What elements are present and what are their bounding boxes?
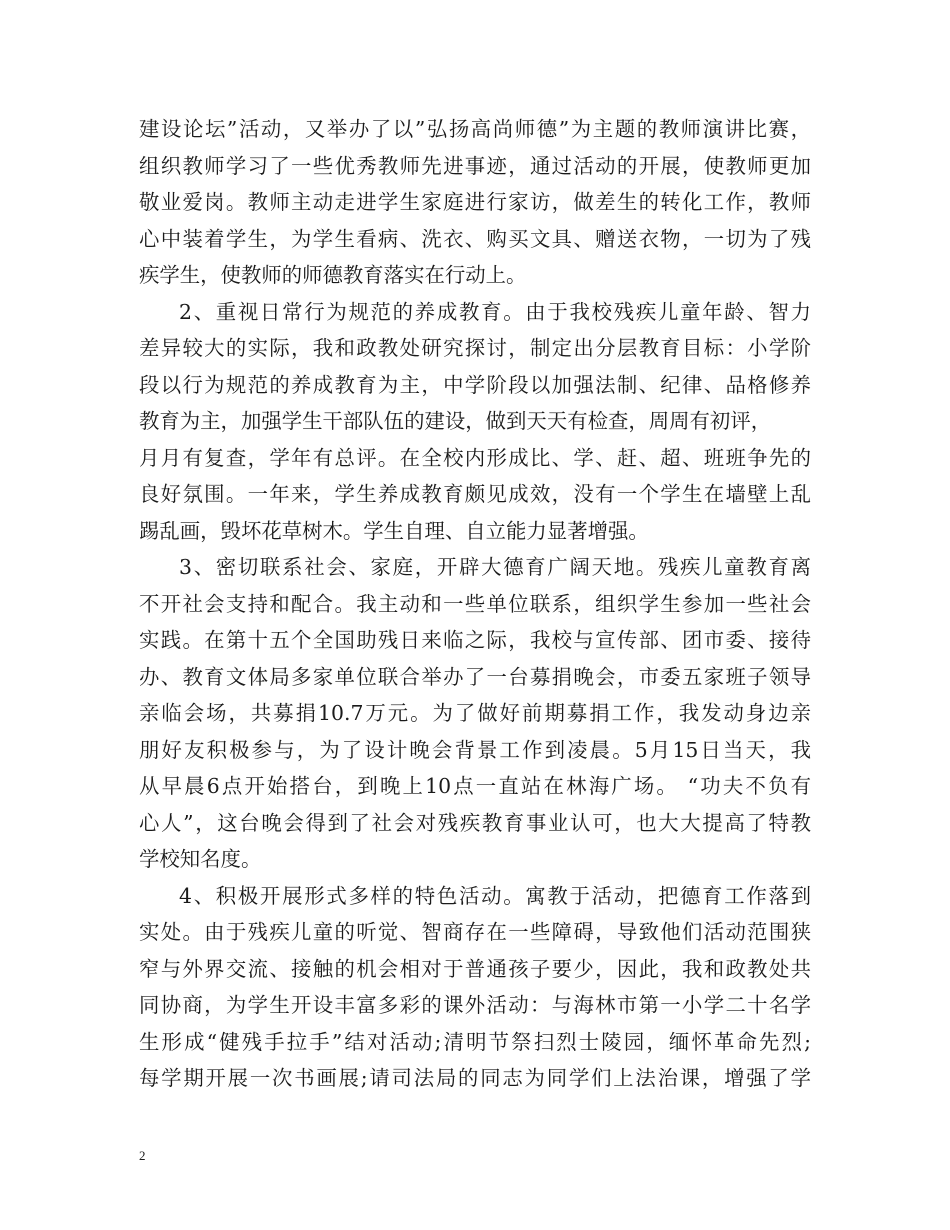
text-line: 生形成“健残手拉手”结对活动;清明节祭扫烈士陵园，缅怀革命先烈; [139,1029,811,1054]
page-number: 2 [139,1148,146,1163]
paragraph-3 [139,549,811,878]
paragraph-2 [139,294,811,550]
text-line: 建设论坛”活动，又举办了以”弘扬高尚师德”为主题的教师演讲比赛， [139,117,811,141]
text-line: 4、积极开展形式多样的特色活动。寓教于活动，把德育工作落到 [179,883,811,908]
text-line: 敬业爱岗。教师主动走进学生家庭进行家访，做差生的转化工作，教师 [139,190,811,214]
text-line: 实践。在第十五个全国助残日来临之际，我校与宣传部、团市委、接待 [139,628,811,652]
text-line: 办、教育文体局多家单位联合举办了一台募捐晚会，市委五家班子领导 [139,664,811,689]
text-line: 从早晨6点开始搭台，到晚上10点一直站在林海广场。 “功夫不负有 [139,774,811,798]
text-line: 心人”，这台晚会得到了社会对残疾教育事业认可，也大大提高了特教 [139,810,811,835]
text-line: 亲临会场，共募捐10.7万元。为了做好前期募捐工作，我发动身边亲 [139,701,811,725]
text-line: 实处。由于残疾儿童的听觉、智商存在一些障碍，导致他们活动范围狭 [139,920,811,944]
text-line: 良好氛围。一年来，学生养成教育颇见成效，没有一个学生在墙壁上乱 [139,482,811,506]
text-line: 学校知名度。 [139,847,262,871]
text-line: 踢乱画，毁坏花草树木。学生自理、自立能力显著增强。 [139,518,649,543]
text-line: 同协商，为学生开设丰富多彩的课外活动：与海林市第一小学二十名学 [139,993,811,1017]
text-line: 2、重视日常行为规范的养成教育。由于我校残疾儿童年龄、智力 [179,299,811,324]
body-text [139,111,811,1097]
text-line: 疾学生，使教师的师德教育落实在行动上。 [139,263,527,287]
text-line: 段以行为规范的养成教育为主，中学阶段以加强法制、纪律、品格修养 [139,372,811,397]
text-line: 3、密切联系社会、家庭，开辟大德育广阔天地。残疾儿童教育离 [179,555,811,579]
text-line: 朋好友积极参与，为了设计晚会背景工作到凌晨。5月15日当天，我 [139,737,811,762]
text-line: 教育为主，加强学生干部队伍的建设，做到天天有检查，周周有初评， [139,409,772,433]
text-line: 不开社会支持和配合。我主动和一些单位联系，组织学生参加一些社会 [139,591,811,616]
text-line: 差异较大的实际，我和政教处研究探讨，制定出分层教育目标：小学阶 [139,336,811,360]
text-line: 月月有复查，学年有总评。在全校内形成比、学、赶、超、班班争先的 [139,445,811,470]
text-line: 每学期开展一次书画展;请司法局的同志为同学们上法治课，增强了学 [139,1066,811,1090]
text-line: 窄与外界交流、接触的机会相对于普通孩子要少，因此，我和政教处共 [139,956,811,981]
text-line: 组织教师学习了一些优秀教师先进事迹，通过活动的开展，使教师更加 [139,153,811,178]
paragraph-4 [139,878,811,1097]
text-line: 心中装着学生，为学生看病、洗衣、购买文具、赠送衣物，一切为了残 [139,226,811,251]
paragraph-1 [139,111,811,294]
